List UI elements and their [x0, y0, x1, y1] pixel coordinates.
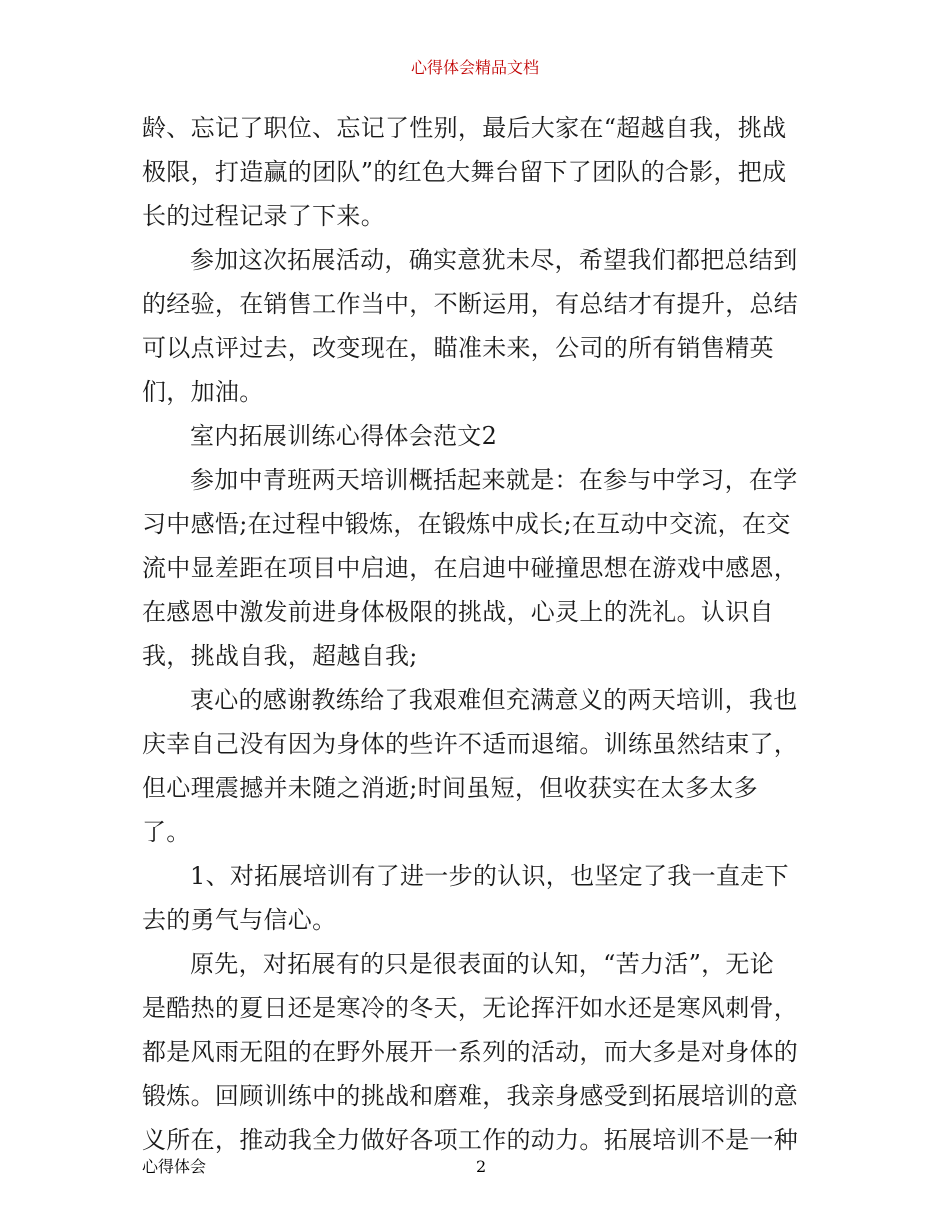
page-number: 2 — [476, 1157, 487, 1176]
text-line: 了。 — [142, 818, 191, 846]
page-header: 心得体会精品文档 — [410, 58, 539, 77]
text-line: 流中显差距在项目中启迪，在启迪中碰撞思想在游戏中感恩， — [142, 554, 799, 582]
text-line: 原先，对拓展有的只是很表面的认知，“苦力活”，无论 — [190, 950, 775, 978]
footer-label: 心得体会 — [142, 1157, 207, 1176]
text-line: 们，加油。 — [142, 378, 264, 406]
page-footer — [142, 1156, 812, 1178]
text-line: 去的勇气与信心。 — [142, 906, 337, 934]
text-line: 我，挑战自我，超越自我; — [142, 642, 418, 670]
text-line: 长的过程记录了下来。 — [142, 202, 385, 230]
text-line: 庆幸自己没有因为身体的些许不适而退缩。训练虽然结束了， — [142, 730, 799, 758]
text-line: 1、对拓展培训有了进一步的认识，也坚定了我一直走下 — [190, 862, 789, 890]
text-line: 的经验，在销售工作当中，不断运用，有总结才有提升，总结 — [142, 290, 799, 318]
text-line: 义所在，推动我全力做好各项工作的动力。拓展培训不是一种 — [142, 1126, 799, 1154]
text-line: 是酷热的夏日还是寒冷的冬天，无论挥汗如水还是寒风刺骨， — [142, 994, 799, 1022]
text-line: 习中感悟;在过程中锻炼，在锻炼中成长;在互动中交流，在交 — [142, 510, 791, 538]
document-body — [142, 106, 812, 1162]
text-line: 龄、忘记了职位、忘记了性别，最后大家在“超越自我，挑战 — [142, 114, 787, 142]
text-line: 都是风雨无阻的在野外展开一系列的活动，而大多是对身体的 — [142, 1038, 799, 1066]
text-line: 衷心的感谢教练给了我艰难但充满意义的两天培训，我也 — [190, 686, 798, 714]
text-line: 极限，打造赢的团队”的红色大舞台留下了团队的合影，把成 — [142, 158, 787, 186]
text-line: 参加中青班两天培训概括起来就是：在参与中学习，在学 — [190, 466, 798, 494]
text-line: 室内拓展训练心得体会范文2 — [190, 422, 498, 450]
text-line: 锻炼。回顾训练中的挑战和磨难，我亲身感受到拓展培训的意 — [142, 1082, 799, 1110]
text-line: 参加这次拓展活动，确实意犹未尽，希望我们都把总结到 — [190, 246, 798, 274]
text-line: 在感恩中激发前进身体极限的挑战，心灵上的洗礼。认识自 — [142, 598, 774, 626]
text-line: 但心理震撼并未随之消逝;时间虽短，但收获实在太多太多 — [142, 774, 758, 802]
text-line: 可以点评过去，改变现在，瞄准未来，公司的所有销售精英 — [142, 334, 774, 362]
